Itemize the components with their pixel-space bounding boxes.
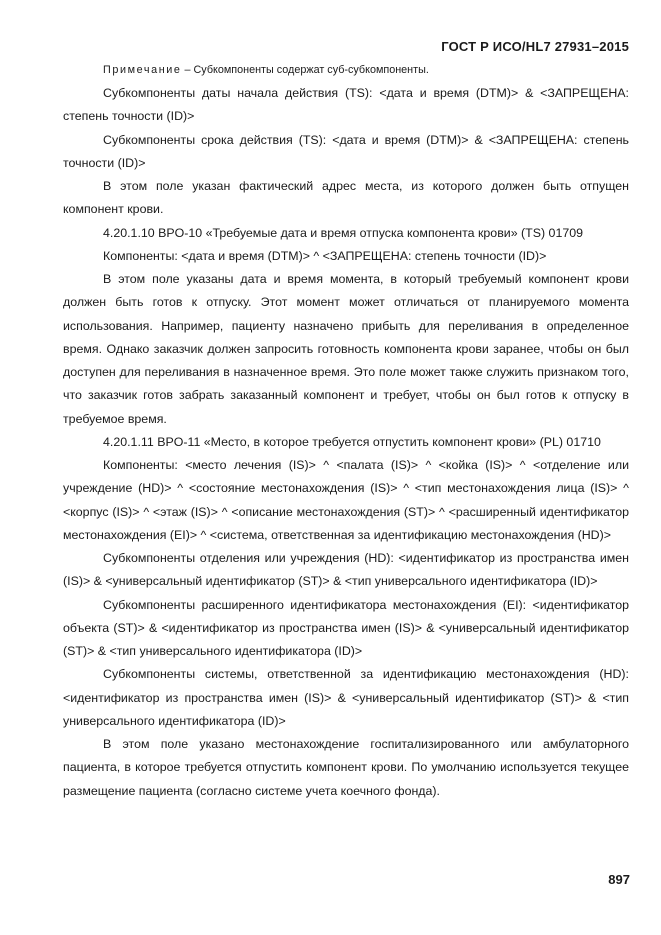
page-number: 897 bbox=[608, 872, 630, 887]
paragraph-ext-location-subcomponents: Субкомпоненты расширенного идентификатора местонахождения (EI): <идентификатор объекта (ST)> & <идентификатор из пространства имен (IS)> & <универсальный идентификатор (ST)> & <тип универсального идентификатора (ID)> bbox=[63, 597, 629, 658]
paragraph-bpo-11-description: В этом поле указано местонахождение госпитализированного или амбулаторного пациента, в которое требуется отпустить компонент крови. По умолчанию используется текущее размещение пациента (согласно системе учета коечного фонда). bbox=[63, 737, 629, 798]
paragraph-assigning-authority-subcomponents: Субкомпоненты системы, ответственной за идентификацию местонахождения (HD): <идентификатор из пространства имен (IS)> & <универсальный идентификатор (ST)> & <тип универсального идентификатора (ID)> bbox=[63, 667, 629, 728]
page-body bbox=[63, 60, 629, 803]
paragraph-bpo-10-components: Компоненты: <дата и время (DTM)> ^ <ЗАПРЕЩЕНА: степень точности (ID)> bbox=[103, 248, 547, 263]
note-paragraph bbox=[63, 60, 629, 81]
paragraph-dispense-address: В этом поле указан фактический адрес места, из которого должен быть отпущен компонент крови. bbox=[63, 179, 629, 217]
paragraph-bpo-11-components: Компоненты: <место лечения (IS)> ^ <палата (IS)> ^ <койка (IS)> ^ <отделение или учреждение (HD)> ^ <состояние местонахождения (IS)> ^ <тип местонахождения лица (IS)> ^ <корпус (IS)> ^ <этаж (IS)> ^ <описание местонахождения (ST)> ^ <расширенный идентификатор местонахождения (EI)> ^ <система, ответственная за идентификацию местонахождения (HD)> bbox=[63, 458, 629, 542]
paragraph-bpo-10-description: В этом поле указаны дата и время момента, в который требуемый компонент крови должен быть готов к отпуску. Этот момент может отличаться от планируемого момента использования. Например, пациенту назначено прибыть для переливания в определенное время. Однако заказчик должен запросить готовность компонента крови заранее, чтобы он был доступен для переливания в назначенное время. Это поле может также служить признаком того, что заказчик готов забрать заказанный компонент и требует, чтобы он был готов к отпуску в требуемое время. bbox=[63, 272, 629, 426]
paragraph-dtm-subcomponents: Субкомпоненты даты начала действия (TS): <дата и время (DTM)> & <ЗАПРЕЩЕНА: степень точности (ID)> bbox=[63, 86, 629, 124]
note-label: Примечание bbox=[103, 64, 182, 76]
standard-header: ГОСТ Р ИСО/HL7 27931–2015 bbox=[441, 39, 629, 54]
paragraph-duration-subcomponents: Субкомпоненты срока действия (TS): <дата и время (DTM)> & <ЗАПРЕЩЕНА: степень точности (ID)> bbox=[63, 132, 629, 170]
note-text: – Субкомпоненты содержат суб-субкомпоненты. bbox=[181, 64, 429, 76]
section-heading-bpo-11: 4.20.1.11 BPO-11 «Место, в которое требуется отпустить компонент крови» (PL) 01710 bbox=[103, 434, 601, 449]
section-heading-bpo-10: 4.20.1.10 BPO-10 «Требуемые дата и время отпуска компонента крови» (TS) 01709 bbox=[103, 225, 584, 240]
paragraph-facility-subcomponents: Субкомпоненты отделения или учреждения (HD): <идентификатор из пространства имен (IS)> & <универсальный идентификатор (ST)> & <тип универсального идентификатора (ID)> bbox=[63, 551, 629, 589]
